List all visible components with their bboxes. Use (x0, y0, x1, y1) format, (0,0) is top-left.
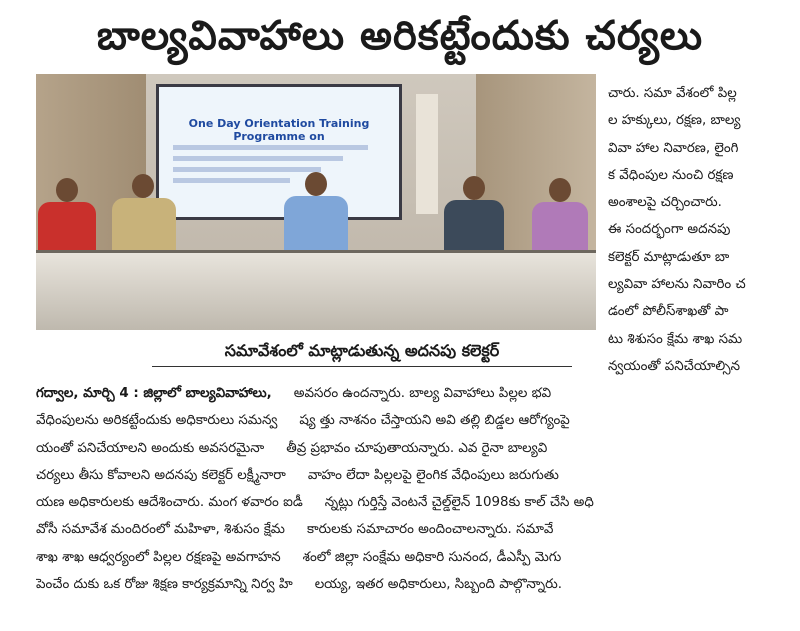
standing-banner (416, 94, 438, 214)
body-line-left: గద్వాల, మార్చి 4 : జిల్లాలో బాల్యవివాహాలు, (36, 386, 272, 401)
person-1-head (56, 178, 78, 202)
body-line (36, 380, 792, 407)
body-line (36, 407, 792, 434)
person-3-head (305, 172, 327, 196)
person-2-head (132, 174, 154, 198)
body-line-right: శంలో జిల్లా సంక్షేమ అధికారి సునంద, డీఎస్పీ మెగు (302, 549, 562, 565)
right-column-line: న్వయంతో పనిచేయాల్సిన (608, 358, 740, 374)
body-line-right: వాహం లేదా పిల్లలపై లైంగిక వేధింపులు జరుగుతు (307, 467, 559, 483)
right-column-line: అంశాలపై చర్చించారు. (608, 195, 722, 211)
right-column-line: కలెక్టర్ మాట్లాడుతూ బా (608, 249, 730, 265)
body-line-left: యంతో పనిచేయాలని అందుకు అవసరమైనా (36, 440, 265, 456)
person-5-head (549, 178, 571, 202)
screen-title: One Day Orientation Training Programme on (188, 117, 370, 143)
right-column (608, 80, 792, 380)
body-line-right: అవసరం ఉందన్నారు. బాల్య వివాహాలు పిల్లల భవి (293, 386, 552, 401)
right-column-line: క వేధింపుల నుంచి రక్షణ (608, 167, 734, 183)
person-4-head (463, 176, 485, 200)
body-line-left: చర్యలు తీసు కోవాలని అదనపు కలెక్టర్ లక్ష్మీనారా (36, 467, 286, 483)
body-line-left: యణ అధికారులకు ఆదేశించారు. మంగ ళవారం ఐడీ (36, 495, 303, 511)
body-line-right: లయ్య, ఇతర అధికారులు, సిబ్బంది పాల్గొన్నారు. (314, 577, 562, 593)
screen-text-lines (173, 139, 385, 189)
body-line-left: వేధింపులను అరికట్టేందుకు అధికారులు సమన్వ (36, 413, 278, 429)
right-column-line: డంలో పోలీస్‌శాఖతో పా (608, 304, 729, 320)
body-line (36, 462, 792, 489)
body-line-right: న్నట్లు గుర్తిస్తే వెంటనే చైల్డ్‌లైన్ 1098కు కాల్ చేసి అధి (324, 495, 594, 511)
conference-table (36, 250, 596, 330)
body-line (36, 489, 792, 516)
body-line-right: ష్య త్తు నాశనం చేస్తాయని అవి తల్లి బిడ్డల ఆరోగ్యంపై (299, 413, 570, 429)
projection-screen (156, 84, 402, 220)
right-column-line: వివా హాల నివారణ, లైంగి (608, 140, 739, 156)
right-column-line: ల హక్కులు, రక్షణ, బాల్య (608, 113, 741, 129)
right-column-line: ఈ సందర్భంగా అదనపు (608, 222, 731, 238)
news-photo (36, 74, 596, 330)
photo-caption: సమావేశంలో మాట్లాడుతున్న అదనపు కలెక్టర్ (152, 336, 572, 367)
body-line-left: వోసీ సమావేశ మందిరంలో మహిళా, శిశుసం క్షేమ (36, 522, 285, 538)
headline: బాల్యవివాహాలు అరికట్టేందుకు చర్యలు (96, 13, 704, 59)
body-line (36, 544, 792, 571)
right-column-line: చారు. సమా వేశంలో పిల్ల (608, 86, 737, 101)
body-line (36, 435, 792, 462)
body-line-left: శాఖ శాఖ ఆధ్వర్యంలో పిల్లల రక్షణపై అవగాహన (36, 549, 281, 565)
right-column-line: టు శిశుసం క్షేమ శాఖ సమ (608, 331, 743, 347)
body-line-left: పెంచేం దుకు ఒక రోజు శిక్షణ కార్యక్రమాన్ని నిర్వ హి (36, 577, 293, 593)
body-line-right: కారులకు సమాచారం అందించాలన్నారు. సమావే (306, 522, 554, 538)
right-column-line: ల్యవివా హాలను నివారిం చ (608, 277, 746, 293)
body-line (36, 516, 792, 543)
body-line (36, 571, 792, 598)
article-body (36, 380, 792, 598)
body-line-right: తీవ్ర ప్రభావం చూపుతాయన్నారు. ఎవ రైనా బాల్యవి (286, 440, 548, 456)
